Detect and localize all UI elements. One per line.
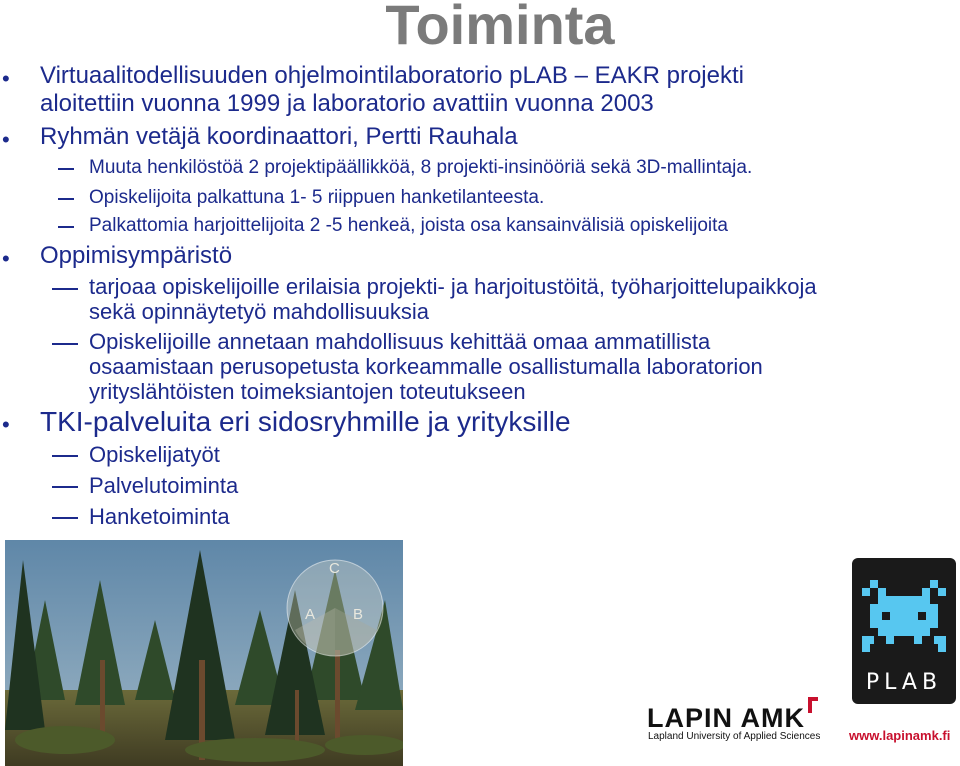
website-link[interactable]: www.lapinamk.fi: [849, 728, 951, 743]
pixel-creature-icon: [852, 558, 956, 670]
dash-marker: [52, 486, 78, 488]
bullet-line: TKI-palveluita eri sidosryhmille ja yrityksille: [40, 406, 571, 437]
bullet-marker: •: [2, 127, 10, 152]
bullet-line: Palvelutoiminta: [89, 473, 239, 498]
bullet-line: Oppimisympäristö: [40, 242, 233, 269]
dash-marker: [58, 198, 74, 200]
bullet-marker: •: [2, 246, 10, 271]
bullet-line: Opiskelijoille annetaan mahdollisuus kehittää omaa ammatillista: [89, 329, 711, 354]
forest-illustration: [5, 540, 403, 766]
bullet-line: Palkattomia harjoittelijoita 2 -5 henkeä, joista osa kansainvälisiä opiskelijoita: [89, 215, 728, 236]
bullet-line: sekä opinnäytetyö mahdollisuuksia: [89, 299, 429, 324]
lapin-amk-logo: LAPIN AMK: [647, 703, 805, 733]
bullet-line: Virtuaalitodellisuuden ohjelmointilaboratorio pLAB – EAKR projekti: [40, 62, 744, 89]
dash-marker: [58, 226, 74, 228]
lapin-amk-subtitle: Lapland University of Applied Sciences: [648, 731, 821, 742]
dash-marker: [52, 517, 78, 519]
slide-title: Toiminta: [385, 0, 615, 56]
bullet-line: tarjoaa opiskelijoille erilaisia projekti- ja harjoitustöitä, työharjoittelupaikkoja: [89, 274, 817, 299]
bullet-line: Hanketoiminta: [89, 504, 230, 529]
bullet-line: yrityslähtöisten toimeksiantojen toteutukseen: [89, 379, 526, 404]
forest-vr-image: [5, 540, 403, 766]
circle-label-c: C: [329, 560, 340, 577]
dash-marker: [52, 343, 78, 345]
dash-marker: [52, 288, 78, 290]
circle-label-a: A: [305, 606, 316, 623]
bullet-line: Ryhmän vetäjä koordinaattori, Pertti Rauhala: [40, 123, 518, 150]
plab-logo: [852, 558, 956, 704]
dash-marker: [58, 168, 74, 170]
circle-label-b: B: [353, 606, 364, 623]
bullet-marker: •: [2, 412, 10, 437]
lapin-accent-mark: [808, 697, 818, 701]
bullet-line: Opiskelijatyöt: [89, 442, 220, 467]
bullet-line: osaamistaan perusopetusta korkeammalle osallistumalla laboratorion: [89, 354, 763, 379]
bullet-line: Muuta henkilöstöä 2 projektipäällikköä, 8 projekti-insinööriä sekä 3D-mallintaja.: [89, 157, 753, 178]
bullet-line: Opiskelijoita palkattuna 1- 5 riippuen hanketilanteesta.: [89, 187, 545, 208]
plab-logo-text: PLAB: [865, 670, 943, 695]
bullet-line: aloitettiin vuonna 1999 ja laboratorio avattiin vuonna 2003: [40, 90, 654, 117]
dash-marker: [52, 455, 78, 457]
bullet-marker: •: [2, 66, 10, 91]
